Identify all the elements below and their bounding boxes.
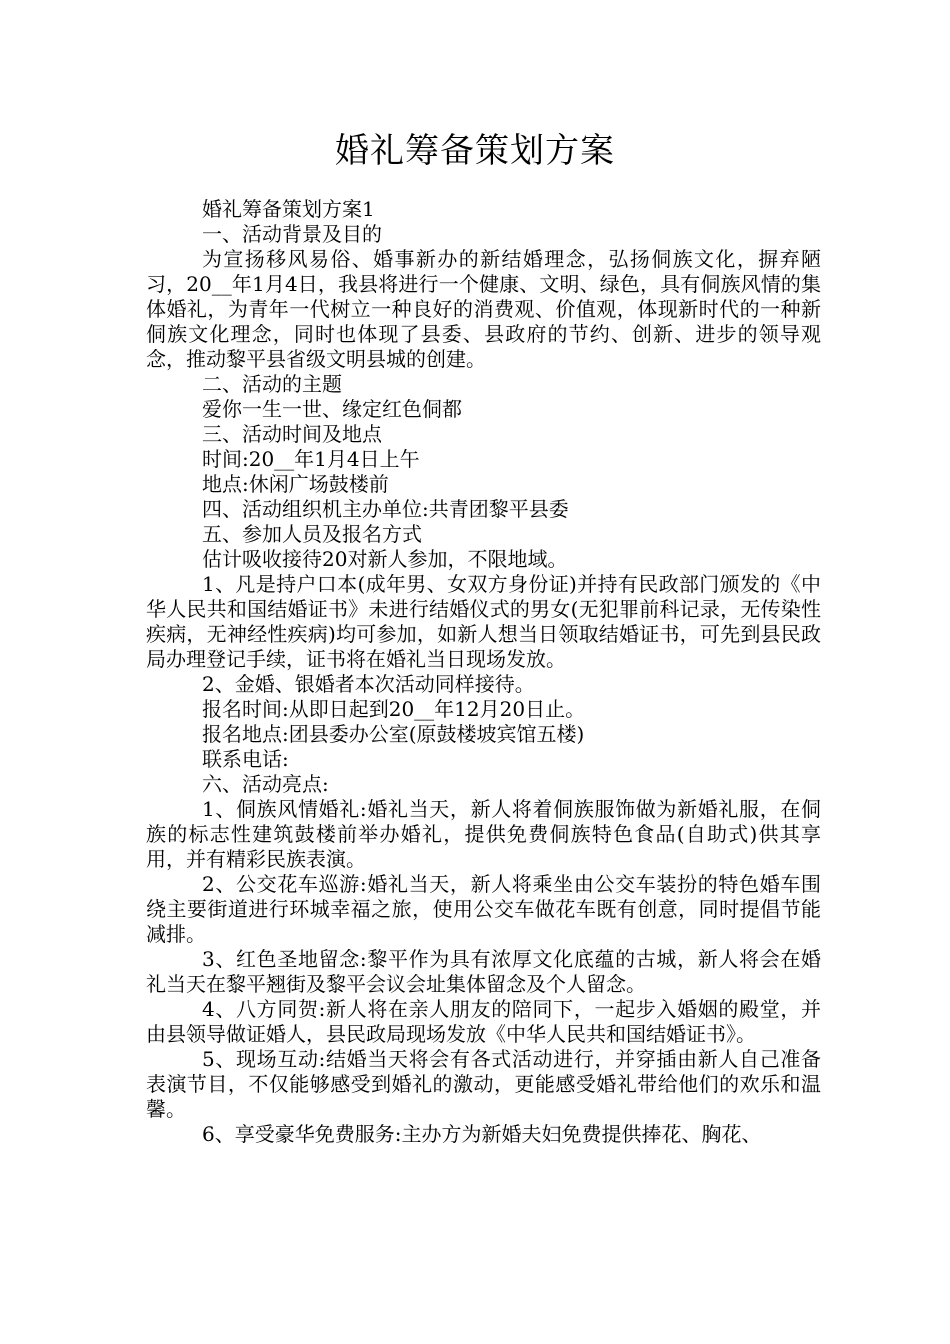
section-heading: 二、活动的主题: [202, 372, 342, 396]
body-paragraph: 4、八方同贺:新人将在亲人朋友的陪同下，一起步入婚姻的殿堂，并由县领导做证婚人，县民政局现场发放《中华人民共和国结婚证书》。: [146, 997, 821, 1046]
body-paragraph: 报名地点:团县委办公室(原鼓楼坡宾馆五楼): [202, 722, 585, 746]
document-body: [146, 197, 821, 1147]
body-paragraph: 地点:休闲广场鼓楼前: [202, 472, 389, 496]
body-paragraph: 时间:20__年1月4日上午: [202, 447, 420, 471]
body-paragraph: 为宣扬移风易俗、婚事新办的新结婚理念，弘扬侗族文化，摒弃陋习，20__年1月4日，我县将进行一个健康、文明、绿色，具有侗族风情的集体婚礼，为青年一代树立一种良好的消费观、价值观，体现新时代的一种新侗族文化理念，同时也体现了县委、县政府的节约、创新、进步的领导观念，推动黎平县省级文明县城的创建。: [146, 247, 821, 371]
section-heading: 五、参加人员及报名方式: [202, 522, 422, 546]
section-heading: 六、活动亮点:: [202, 772, 329, 796]
body-paragraph: 联系电话:: [202, 747, 289, 771]
body-paragraph: 1、侗族风情婚礼:婚礼当天，新人将着侗族服饰做为新婚礼服，在侗族的标志性建筑鼓楼前举办婚礼，提供免费侗族特色食品(自助式)供其享用，并有精彩民族表演。: [146, 797, 821, 871]
section-heading: 一、活动背景及目的: [202, 222, 382, 246]
body-paragraph: 爱你一生一世、缘定红色侗都: [202, 397, 462, 421]
body-paragraph: 估计吸收接待20对新人参加，不限地域。: [202, 547, 568, 571]
section-heading: 三、活动时间及地点: [202, 422, 382, 446]
body-paragraph: 报名时间:从即日起到20__年12月20日止。: [202, 697, 586, 721]
body-paragraph: 2、金婚、银婚者本次活动同样接待。: [202, 672, 535, 696]
document-title: 婚礼筹备策划方案: [335, 131, 615, 171]
section-heading: 四、活动组织机主办单位:共青团黎平县委: [202, 497, 569, 521]
body-paragraph: 3、红色圣地留念:黎平作为具有浓厚文化底蕴的古城，新人将会在婚礼当天在黎平翘街及黎平会议会址集体留念及个人留念。: [146, 947, 821, 996]
body-paragraph: 1、凡是持户口本(成年男、女双方身份证)并持有民政部门颁发的《中华人民共和国结婚证书》未进行结婚仪式的男女(无犯罪前科记录，无传染性疾病，无神经性疾病)均可参加，如新人想当日领取结婚证书，可先到县民政局办理登记手续，证书将在婚礼当日现场发放。: [146, 572, 821, 671]
body-paragraph: 6、享受豪华免费服务:主办方为新婚夫妇免费提供捧花、胸花、: [202, 1122, 762, 1146]
body-paragraph: 2、公交花车巡游:婚礼当天，新人将乘坐由公交车装扮的特色婚车围绕主要街道进行环城幸福之旅，使用公交车做花车既有创意，同时提倡节能减排。: [146, 872, 821, 946]
body-paragraph: 5、现场互动:结婚当天将会有各式活动进行，并穿插由新人自己准备表演节目，不仅能够感受到婚礼的激动，更能感受婚礼带给他们的欢乐和温馨。: [146, 1047, 821, 1121]
section-heading: 婚礼筹备策划方案1: [202, 197, 375, 221]
